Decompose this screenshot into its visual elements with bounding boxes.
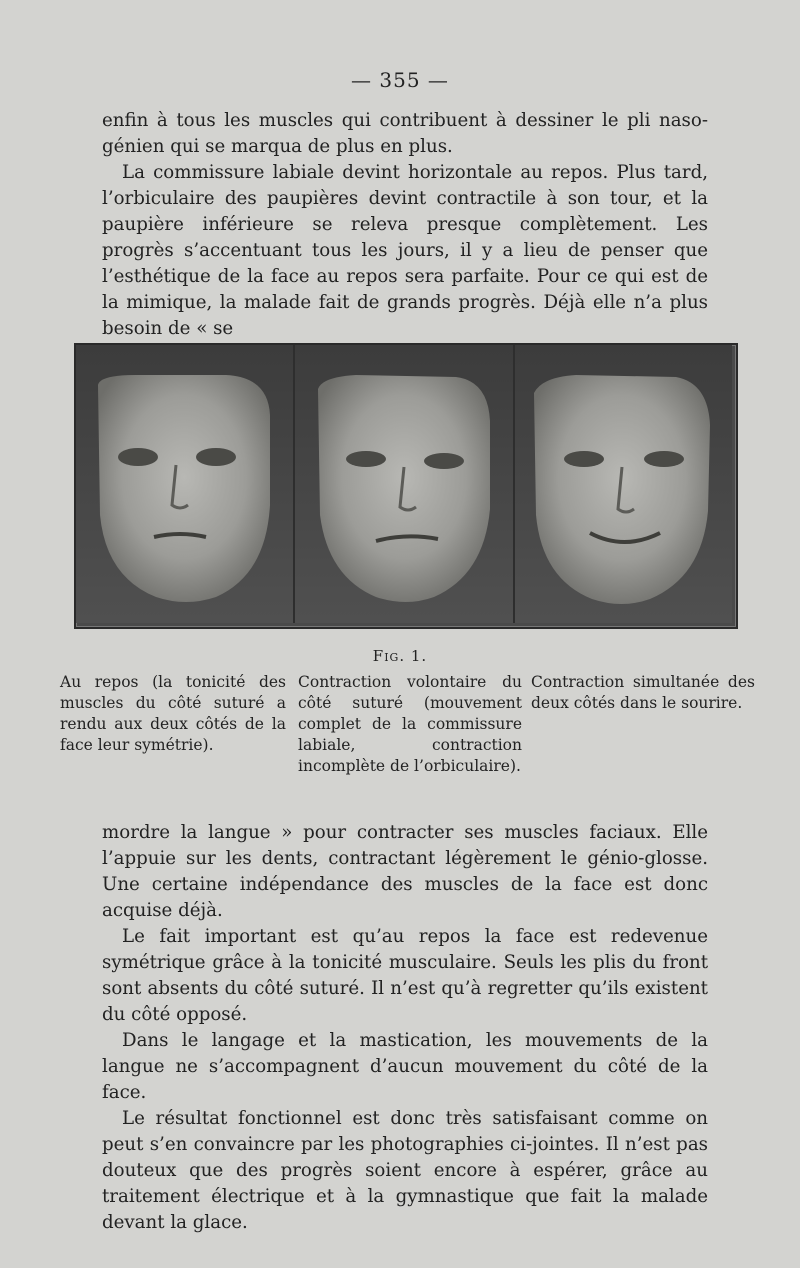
figure-label: Fig. 1. — [372, 647, 428, 665]
figure-caption-rest — [60, 672, 286, 756]
paragraph: mordre la langue » pour contracter ses muscles faciaux. Elle l’appuie sur les dents, contractant légèrement le génio-glosse. Une certaine indépendance des muscles de la face est donc acquise déjà. — [102, 822, 708, 921]
caption-text: Contraction simultanée des deux côtés dans le sourire. — [531, 673, 755, 712]
figure-photo-strip — [76, 345, 732, 623]
text-block-top — [102, 108, 708, 342]
face-photo-smile — [534, 375, 710, 604]
figure-caption-voluntary-contraction — [298, 672, 522, 777]
paragraph: Dans le langage et la mastication, les mouvements de la langue ne s’accompagnent d’aucun mouvement du côté de la face. — [102, 1030, 708, 1103]
paragraph: Le résultat fonctionnel est donc très satisfaisant comme on peut s’en convaincre par les photographies ci-jointes. Il n’est pas douteux que des progrès soient encore à espérer, grâce au traitement électrique et à la gymnastique que fait la malade devant la glace. — [102, 1108, 708, 1233]
caption-text: Contraction volontaire du côté suturé (mouvement complet de la commissure labiale, contraction incomplète de l’orbiculaire). — [298, 673, 522, 775]
face-photo-voluntary-contraction — [318, 375, 490, 602]
paragraph: enfin à tous les muscles qui contribuent à dessiner le pli naso-génien qui se marqua de plus en plus. — [102, 110, 708, 157]
caption-text: Au repos (la tonicité des muscles du côté suturé a rendu aux deux côtés de la face leur symétrie). — [60, 673, 286, 754]
paragraph: La commissure labiale devint horizontale au repos. Plus tard, l’orbiculaire des paupières devint contractile à son tour, et la paupière inférieure se releva presque complètement. Les progrès s’accentuant tous les jours, il y a lieu de penser que l’esthétique de la face au repos sera parfaite. Pour ce qui est de la mimique, la malade fait de grands progrès. Déjà elle n’a plus besoin de « se — [102, 162, 708, 339]
figure-caption-smile — [531, 672, 755, 714]
figure-photograph — [74, 343, 738, 629]
page-number: — 355 — — [351, 68, 449, 92]
face-photo-rest — [98, 375, 270, 602]
text-block-bottom — [102, 820, 708, 1236]
paragraph: Le fait important est qu’au repos la face est redevenue symétrique grâce à la tonicité musculaire. Seuls les plis du front sont absents du côté suturé. Il n’est qu’à regretter qu’ils existent du côté opposé. — [102, 926, 708, 1025]
